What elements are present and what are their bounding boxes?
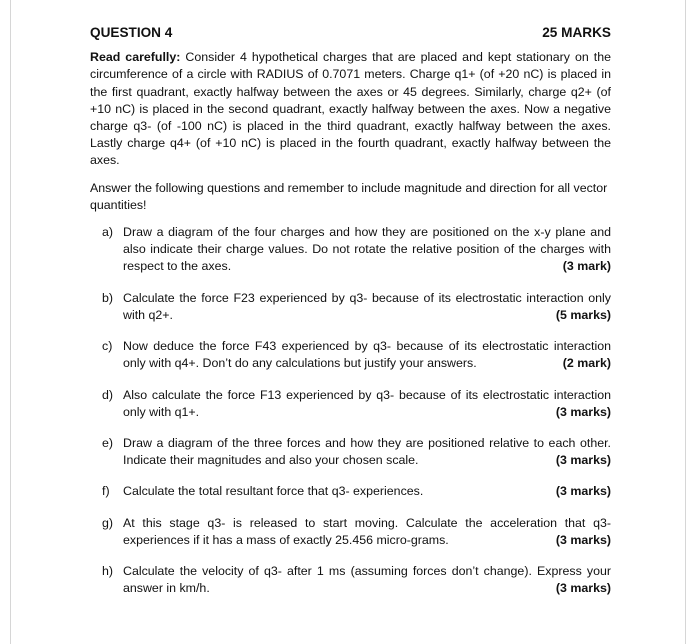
sub-question-marks: (2 mark): [562, 356, 611, 371]
question-total-marks: 25 MARKS: [542, 25, 611, 40]
sub-question-letter: f): [102, 484, 110, 499]
sub-question-marks: (5 marks): [555, 307, 611, 322]
sub-question-text: Calculate the velocity of q3- after 1 ms (assuming forces don’t change). Express your answer in km/h.: [123, 563, 611, 596]
sub-question-text: Also calculate the force F13 experienced by q3- because of its electrostatic interaction only with q1+.: [123, 387, 611, 419]
sub-question-g: [90, 515, 611, 549]
sub-question-h: [90, 563, 611, 597]
sub-question-marks: (3 marks): [555, 532, 611, 547]
sub-question-b: [90, 290, 611, 324]
sub-question-text: Now deduce the force F43 experienced by q3- because of its electrostatic interaction only with q4+. Don’t do any calculations but justify your answers.: [123, 339, 611, 371]
sub-question-letter: b): [102, 290, 114, 305]
question-header: [90, 24, 611, 41]
sub-question-letter: c): [102, 339, 113, 354]
sub-question-f: [90, 483, 611, 500]
intro-body: Consider 4 hypothetical charges that are placed and kept stationary on the circumference of a circle with RADIUS of 0.7071 meters. Charge q1+ (of +20 nC) is placed in the first quadrant, exactly halfway between the axes or 45 degrees. Similarly, charge q2+ (of +10 nC) is placed in the second quadrant, exactly halfway between the axes. Now a negative charge q3- (of -100 nC) is placed in the third quadrant, exactly halfway between the axes. Lastly charge q4+ (of +10 nC) is placed in the fourth quadrant, exactly halfway between the axes.: [90, 50, 612, 168]
sub-question-marks: (3 mark): [562, 259, 611, 274]
document-page: [10, 0, 686, 644]
intro-lead: Read carefully:: [90, 50, 181, 65]
sub-question-d: [90, 387, 611, 421]
question-title: QUESTION 4: [90, 25, 173, 40]
sub-question-letter: e): [102, 435, 114, 450]
sub-question-e: [90, 435, 611, 469]
sub-question-a: [90, 224, 611, 276]
sub-question-marks: (3 marks): [555, 581, 611, 596]
sub-question-letter: h): [102, 563, 114, 578]
question-content: [90, 24, 611, 611]
sub-question-marks: (3 marks): [555, 484, 611, 499]
sub-question-text: Calculate the force F23 experienced by q3- because of its electrostatic interaction only with q2+.: [123, 290, 611, 322]
sub-question-list: [90, 224, 611, 597]
sub-question-text: Draw a diagram of the three forces and how they are positioned relative to each other. Indicate their magnitudes and also your chosen scale.: [123, 435, 611, 468]
sub-question-letter: a): [102, 225, 114, 240]
sub-question-text: Draw a diagram of the four charges and how they are positioned on the x-y plane and also indicate their charge values. Do not rotate the relative position of the charges with respect to the axes.: [123, 225, 611, 274]
sub-question-letter: g): [102, 515, 114, 530]
intro-paragraph: [90, 49, 611, 169]
sub-question-letter: d): [102, 387, 114, 402]
sub-question-text: Calculate the total resultant force that q3- experiences.: [123, 484, 424, 499]
sub-question-c: [90, 338, 611, 372]
sub-question-marks: (3 marks): [555, 453, 611, 468]
sub-question-marks: (3 marks): [555, 404, 611, 419]
sub-question-text: At this stage q3- is released to start moving. Calculate the acceleration that q3- experiences if it has a mass of exactly 25.456 micro-grams.: [123, 515, 611, 547]
instruction-text: Answer the following questions and remember to include magnitude and direction for all vector quantities!: [90, 180, 608, 212]
